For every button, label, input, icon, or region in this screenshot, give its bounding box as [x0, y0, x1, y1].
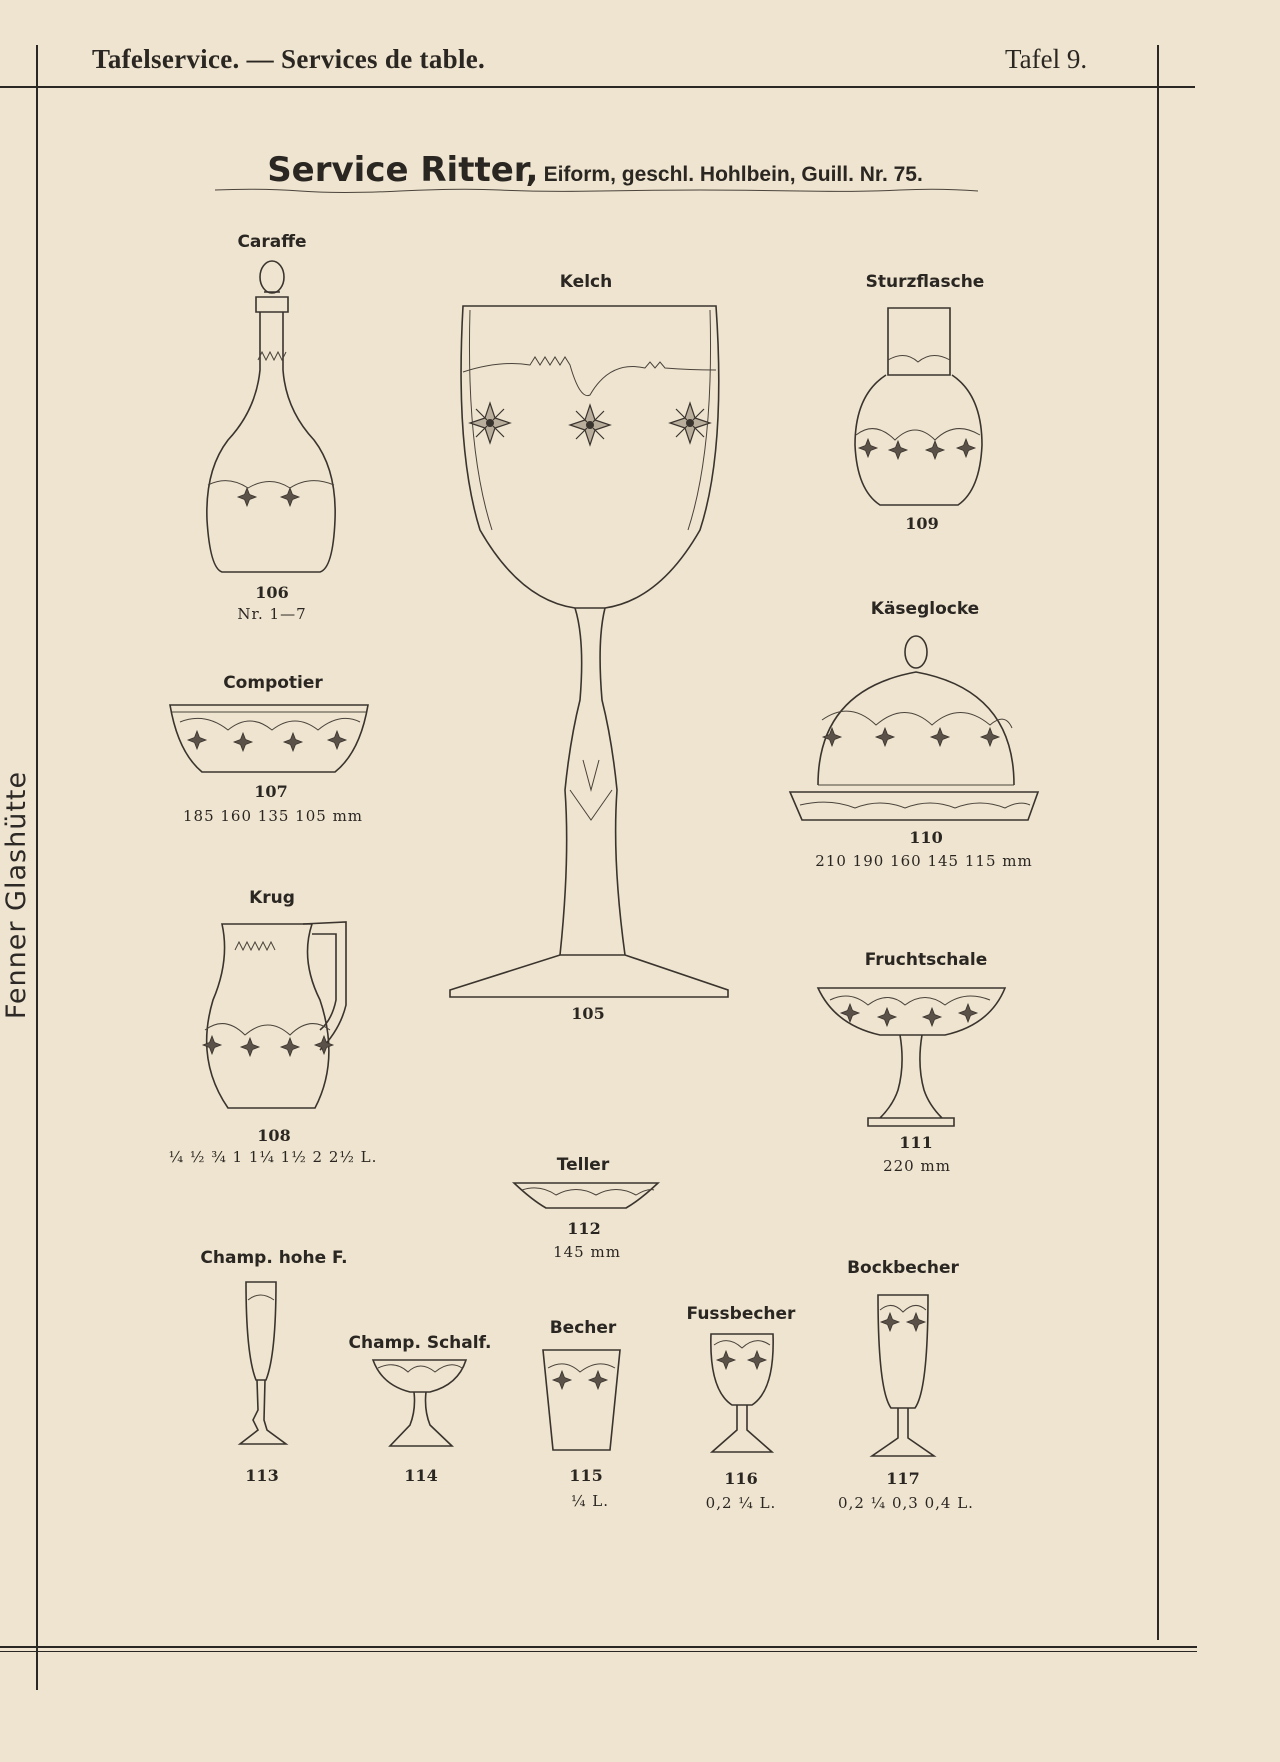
krug-drawing [203, 922, 346, 1108]
page-header: Tafelservice. — Services de table. [92, 44, 486, 74]
champ-hohe-drawing [240, 1282, 286, 1444]
caraffe-drawing [207, 261, 335, 572]
title-underline [215, 189, 978, 192]
becher-sizes: ¼ L. [570, 1492, 610, 1510]
champ-schalf-label: Champ. Schalf. [348, 1333, 492, 1353]
title-sub: Eiform, geschl. Hohlbein, Guill. Nr. 75. [543, 163, 923, 186]
kelch-label: Kelch [559, 272, 613, 292]
sturzflasche-drawing [855, 308, 982, 505]
sturzflasche-number: 109 [905, 514, 939, 533]
fussbecher-sizes: 0,2 ¼ L. [705, 1494, 777, 1512]
bockbecher-label: Bockbecher [847, 1258, 959, 1278]
krug-label: Krug [249, 888, 295, 908]
fruchtschale-drawing [818, 988, 1005, 1126]
kelch-drawing [450, 306, 728, 997]
bockbecher-number: 117 [886, 1469, 920, 1488]
teller-drawing [514, 1183, 658, 1208]
fruchtschale-number: 111 [899, 1133, 933, 1152]
teller-number: 112 [567, 1219, 601, 1238]
becher-number: 115 [569, 1466, 603, 1485]
fussbecher-number: 116 [724, 1469, 758, 1488]
champ-hohe-label: Champ. hohe F. [200, 1248, 348, 1268]
teller-label: Teller [556, 1155, 610, 1175]
becher-drawing [543, 1350, 620, 1450]
bockbecher-drawing [872, 1295, 934, 1456]
teller-sizes: 145 mm [553, 1243, 621, 1261]
side-label: Fenner Glashütte [1, 770, 32, 1020]
fussbecher-label: Fussbecher [686, 1304, 796, 1324]
bockbecher-sizes: 0,2 ¼ 0,3 0,4 L. [838, 1494, 974, 1512]
compotier-number: 107 [254, 782, 288, 801]
becher-label: Becher [549, 1318, 617, 1338]
kaeseglocke-sizes: 210 190 160 145 115 mm [815, 852, 1033, 870]
sturzflasche-label: Sturzflasche [865, 272, 985, 292]
krug-number: 108 [257, 1126, 291, 1145]
kaeseglocke-number: 110 [909, 828, 943, 847]
champ-hohe-number: 113 [245, 1466, 279, 1485]
caraffe-label: Caraffe [237, 232, 307, 252]
title-main: Service Ritter, [267, 150, 539, 190]
fruchtschale-sizes: 220 mm [883, 1157, 951, 1175]
kelch-number: 105 [571, 1004, 605, 1023]
compotier-label: Compotier [223, 673, 323, 693]
fussbecher-drawing [711, 1334, 773, 1452]
kaeseglocke-drawing [790, 636, 1038, 820]
caraffe-number: 106 [255, 583, 289, 602]
compotier-sizes: 185 160 135 105 mm [182, 807, 364, 825]
caraffe-sizes: Nr. 1—7 [237, 605, 307, 623]
fruchtschale-label: Fruchtschale [864, 950, 988, 970]
kaeseglocke-label: Käseglocke [870, 599, 980, 619]
champ-schalf-drawing [373, 1360, 466, 1446]
plate-number: Tafel 9. [1005, 44, 1088, 74]
compotier-drawing [170, 705, 368, 772]
krug-sizes: ¼ ½ ¾ 1 1¼ 1½ 2 2½ L. [168, 1148, 378, 1166]
champ-schalf-number: 114 [404, 1466, 438, 1485]
